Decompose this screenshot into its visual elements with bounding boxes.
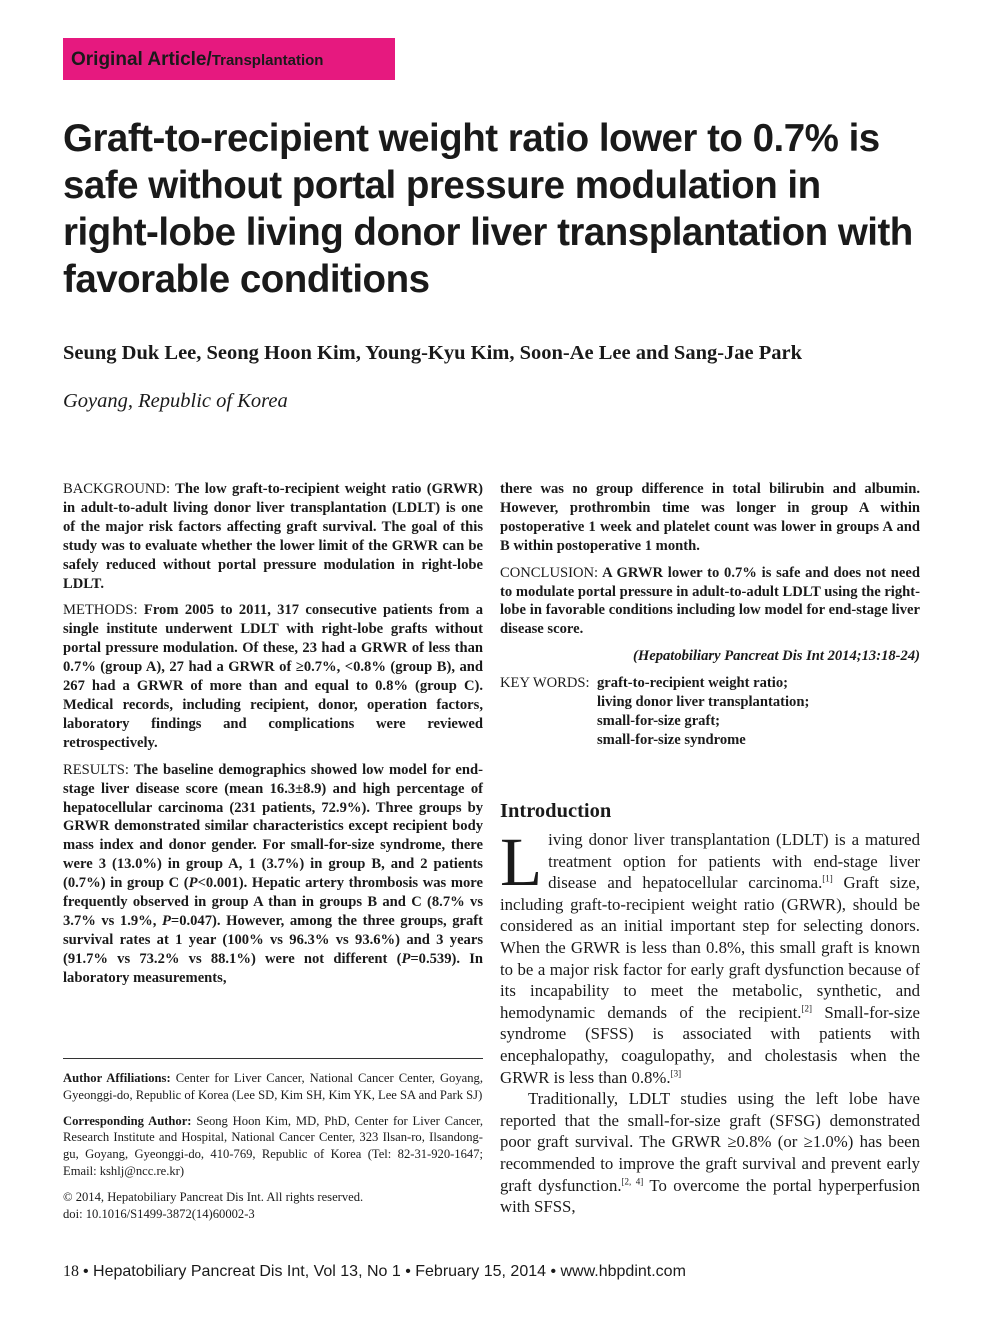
journal-footer: • Hepatobiliary Pancreat Dis Int, Vol 13, No 1 • February 15, 2014 • www.hbpdint.com (83, 1263, 686, 1280)
reference-link[interactable]: [2] (801, 1003, 812, 1014)
author-affiliations: Author Affiliations: Center for Liver Cancer, National Cancer Center, Goyang, Gyeonggi-do, Republic of Korea (Lee SD, Kim SH, Kim YK, Lee SA and Park SJ) (63, 1071, 483, 1102)
copyright: © 2014, Hepatobiliary Pancreat Dis Int. All rights reserved. (63, 1189, 364, 1204)
footnotes (63, 1070, 483, 1222)
reference-link[interactable]: [2, 4] (621, 1175, 644, 1186)
intro-paragraph: Living donor liver transplantation (LDLT) is a matured treatment option for patients with end-stage liver disease and hepatocellular carcinoma.[1] Graft size, including graft-to-recipient weight ratio (GRWR), should be considered as an initial important step for selecting donors. When the GRWR is less than 0.8%, this small graft is known to be a major risk factor for early graft dysfunction because of its incapability to meet the metabolic, synthetic, and hemodynamic demands of the recipient.[2] Small-for-size syndrome (SFSS) is associated with patients with encephalopathy, coagulopathy, and cholestasis when the GRWR is less than 0.8%.[3] (500, 824, 920, 1087)
author-list: Seung Duk Lee, Seong Hoon Kim, Young-Kyu Kim, Soon-Ae Lee and Sang-Jae Park (63, 342, 803, 364)
intro-paragraph: Traditionally, LDLT studies using the left lobe have reported that the small-for-size graft (SFSG) demonstrated poor graft survival. The GRWR ≥0.8% (or ≥1.0%) has been recommended to improve the graft survival and prevent early graft dysfunction.[2, 4] To overcome the portal hyperperfusion with SFSS, (500, 1089, 920, 1217)
doi: doi: 10.1016/S1499-3872(14)60002-3 (63, 1206, 255, 1221)
keyword-item: small-for-size syndrome (597, 731, 746, 748)
introduction-heading: Introduction (500, 800, 612, 822)
article-category: Transplantation (211, 52, 324, 69)
keywords-label: KEY WORDS: (500, 675, 590, 692)
reference-link[interactable]: [1] (822, 873, 833, 884)
article-type-label: Original Article/Transplantation (71, 49, 324, 70)
keyword-item: graft-to-recipient weight ratio; (597, 675, 789, 692)
abstract-left-column (63, 480, 483, 996)
reference-link[interactable]: [3] (670, 1067, 682, 1078)
keyword-list (597, 674, 809, 750)
keyword-item: living donor liver transplantation; (597, 694, 810, 711)
article-type-banner (63, 38, 395, 80)
abstract-background: BACKGROUND: The low graft-to-recipient weight ratio (GRWR) in adult-to-adult living donor liver transplantation (LDLT) is one of the major risk factors affecting graft survival. The goal of this study was to evaluate whether the lower limit of the GRWR can be safely reduced without portal pressure modulation in right-lobe LDLT. (63, 481, 483, 592)
journal-citation: (Hepatobiliary Pancreat Dis Int 2014;13:18-24) (633, 648, 920, 665)
article-title: Graft-to-recipient weight ratio lower to 0.7% is safe without portal pressure modulation in right-lobe living donor liver transplantation with favorable conditions (63, 117, 913, 301)
abstract-conclusion: CONCLUSION: A GRWR lower to 0.7% is safe and does not need to modulate portal pressure in adult-to-adult LDLT using the right-lobe in favorable conditions including low model for end-stage liver disease score. (500, 564, 920, 638)
abstract-methods: METHODS: From 2005 to 2011, 317 consecutive patients from a single institute underwent LDLT with right-lobe grafts without portal pressure modulation. Of these, 23 had a GRWR of less than 0.7% (group A), 27 had a GRWR of ≥0.7%, <0.8% (group B), and 267 had a GRWR of more than and equal to 0.8% (group C). Medical records, including recipient, donor, operation factors, laboratory findings and complications were reviewed retrospectively. (63, 602, 483, 751)
corresponding-author: Corresponding Author: Seong Hoon Kim, MD, PhD, Center for Liver Cancer, Research Institute and Hospital, National Cancer Center, 323 Ilsan-ro, Ilsandong-gu, Goyang, Gyeonggi-do, 410-769, Republic of Korea (Tel: 82-31-920-1647; Email: kshlj@ncc.re.kr) (63, 1113, 483, 1178)
abstract-results: RESULTS: The baseline demographics showed low model for end-stage liver disease score (mean 16.3±8.9) and high percentage of hepatocellular carcinoma (231 patients, 72.9%). Three groups by GRWR demonstrated similar characteristics except recipient body mass index and donor gender. For small-for-size syndrome, there were 3 (13.0%) in group A, 1 (3.7%) in group B, and 2 patients (0.7%) in group C (P<0.001). Hepatic artery thrombosis was more frequently observed in group A than in groups B and C (8.7% vs 3.7% vs 1.9%, P=0.047). However, among the three groups, graft survival rates at 1 year (100% vs 96.3% vs 93.6%) and 3 years (91.7% vs 73.2% vs 88.1%) were not different (P=0.539). In laboratory measurements, (63, 761, 484, 986)
keywords (500, 674, 920, 750)
abstract-right-column (500, 480, 920, 750)
page-number: 18 (63, 1263, 79, 1280)
drop-cap: L (500, 824, 543, 900)
author-location: Goyang, Republic of Korea (63, 390, 288, 412)
footnote-divider (63, 1058, 483, 1059)
keyword-item: small-for-size graft; (597, 712, 721, 729)
abstract-results-continued: there was no group difference in total bilirubin and albumin. However, prothrombin time was longer in group A within postoperative 1 week and platelet count was lower in groups A and B within postoperative 1 month. (500, 481, 920, 554)
page-footer (63, 1263, 686, 1281)
introduction-body (500, 824, 920, 1218)
